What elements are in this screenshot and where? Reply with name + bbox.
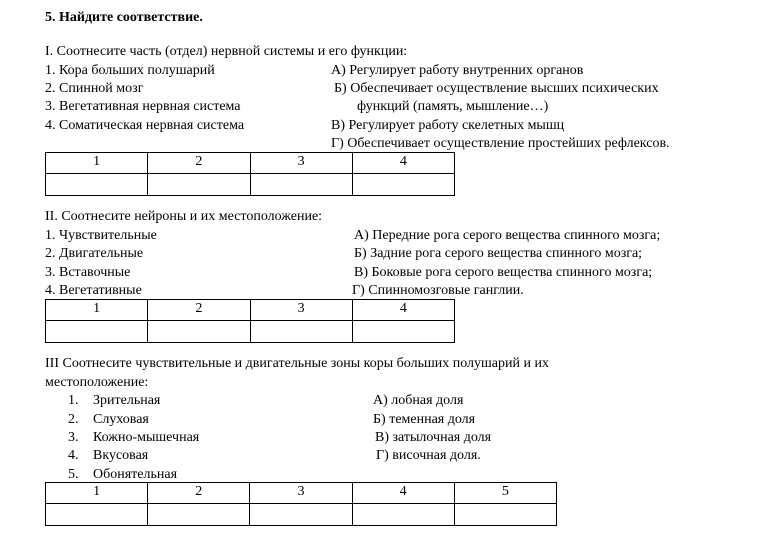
section-2-right-item: В) Боковые рога серого вещества спинного мозга; (354, 265, 653, 280)
section-1-left-item: 2. Спинной мозг (45, 81, 144, 96)
section-3-answer-table (45, 482, 557, 526)
answer-header-cell: 2 (148, 153, 250, 174)
section-3-left-item: Обонятельная (93, 467, 178, 482)
answer-cell[interactable] (250, 174, 352, 196)
section-2-left-item: 3. Вставочные (45, 265, 131, 280)
answer-cell[interactable] (250, 321, 352, 343)
section-1-right-item: Г) Обеспечивает осуществление простейших рефлексов. (331, 136, 670, 151)
answer-cell[interactable] (46, 504, 148, 526)
answer-cell[interactable] (352, 504, 454, 526)
section-1-right-item: В) Регулирует работу скелетных мышц (331, 118, 565, 133)
answer-cell[interactable] (454, 504, 556, 526)
section-3-left-item: Вкусовая (93, 448, 149, 463)
section-3-number: 3. (68, 430, 79, 445)
answer-cell[interactable] (46, 174, 148, 196)
section-2-left-item: 4. Вегетативные (45, 283, 142, 298)
answer-header-cell: 4 (352, 300, 454, 321)
answer-header-cell: 3 (250, 483, 352, 504)
section-2-left-item: 2. Двигательные (45, 246, 144, 261)
section-2-right-item: А) Передние рога серого вещества спинного мозга; (354, 228, 661, 243)
section-2-right-item: Г) Спинномозговые ганглии. (352, 283, 524, 298)
section-3-left-item: Зрительная (93, 393, 161, 408)
answer-cell[interactable] (148, 504, 250, 526)
answer-cell[interactable] (148, 174, 250, 196)
answer-header-cell: 1 (46, 483, 148, 504)
answer-header-cell: 4 (352, 483, 454, 504)
section-1-answer-table (45, 152, 455, 196)
section-1-right-item: Б) Обеспечивает осуществление высших психических (334, 81, 659, 96)
answer-header-cell: 1 (46, 300, 148, 321)
section-3-right-item: Б) теменная доля (373, 412, 476, 427)
section-3-right-item: В) затылочная доля (375, 430, 492, 445)
answer-cell[interactable] (352, 321, 454, 343)
answer-header-cell: 3 (250, 153, 352, 174)
answer-cell[interactable] (352, 174, 454, 196)
section-3-right-item: Г) височная доля. (376, 448, 481, 463)
answer-header-cell: 3 (250, 300, 352, 321)
section-3-number: 2. (68, 412, 79, 427)
section-3-left-item: Слуховая (93, 412, 149, 427)
answer-cell[interactable] (250, 504, 352, 526)
answer-header-cell: 4 (352, 153, 454, 174)
answer-header-cell: 5 (454, 483, 556, 504)
section-3-heading-cont: местоположение: (45, 375, 149, 390)
section-3-number: 4. (68, 448, 79, 463)
task-title: 5. Найдите соответствие. (45, 10, 203, 25)
section-1-left-item: 4. Соматическая нервная система (45, 118, 245, 133)
section-2-left-item: 1. Чувствительные (45, 228, 157, 243)
section-1-right-item: функций (память, мышление…) (357, 99, 549, 114)
section-1-left-item: 1. Кора больших полушарий (45, 63, 215, 78)
section-3-number: 5. (68, 467, 79, 482)
section-3-heading: III Соотнесите чувствительные и двигательные зоны коры больших полушарий и их (45, 356, 549, 371)
section-1-left-item: 3. Вегетативная нервная система (45, 99, 241, 114)
answer-cell[interactable] (46, 321, 148, 343)
section-3-number: 1. (68, 393, 79, 408)
answer-header-cell: 1 (46, 153, 148, 174)
section-3-left-item: Кожно-мышечная (93, 430, 200, 445)
answer-cell[interactable] (148, 321, 250, 343)
section-1-heading: I. Соотнесите часть (отдел) нервной системы и его функции: (45, 44, 408, 59)
answer-header-cell: 2 (148, 483, 250, 504)
section-3-right-item: А) лобная доля (373, 393, 464, 408)
section-2-heading: II. Соотнесите нейроны и их местоположение: (45, 209, 323, 224)
answer-header-cell: 2 (148, 300, 250, 321)
section-1-right-item: А) Регулирует работу внутренних органов (331, 63, 584, 78)
section-2-answer-table (45, 299, 455, 343)
section-2-right-item: Б) Задние рога серого вещества спинного мозга; (354, 246, 643, 261)
